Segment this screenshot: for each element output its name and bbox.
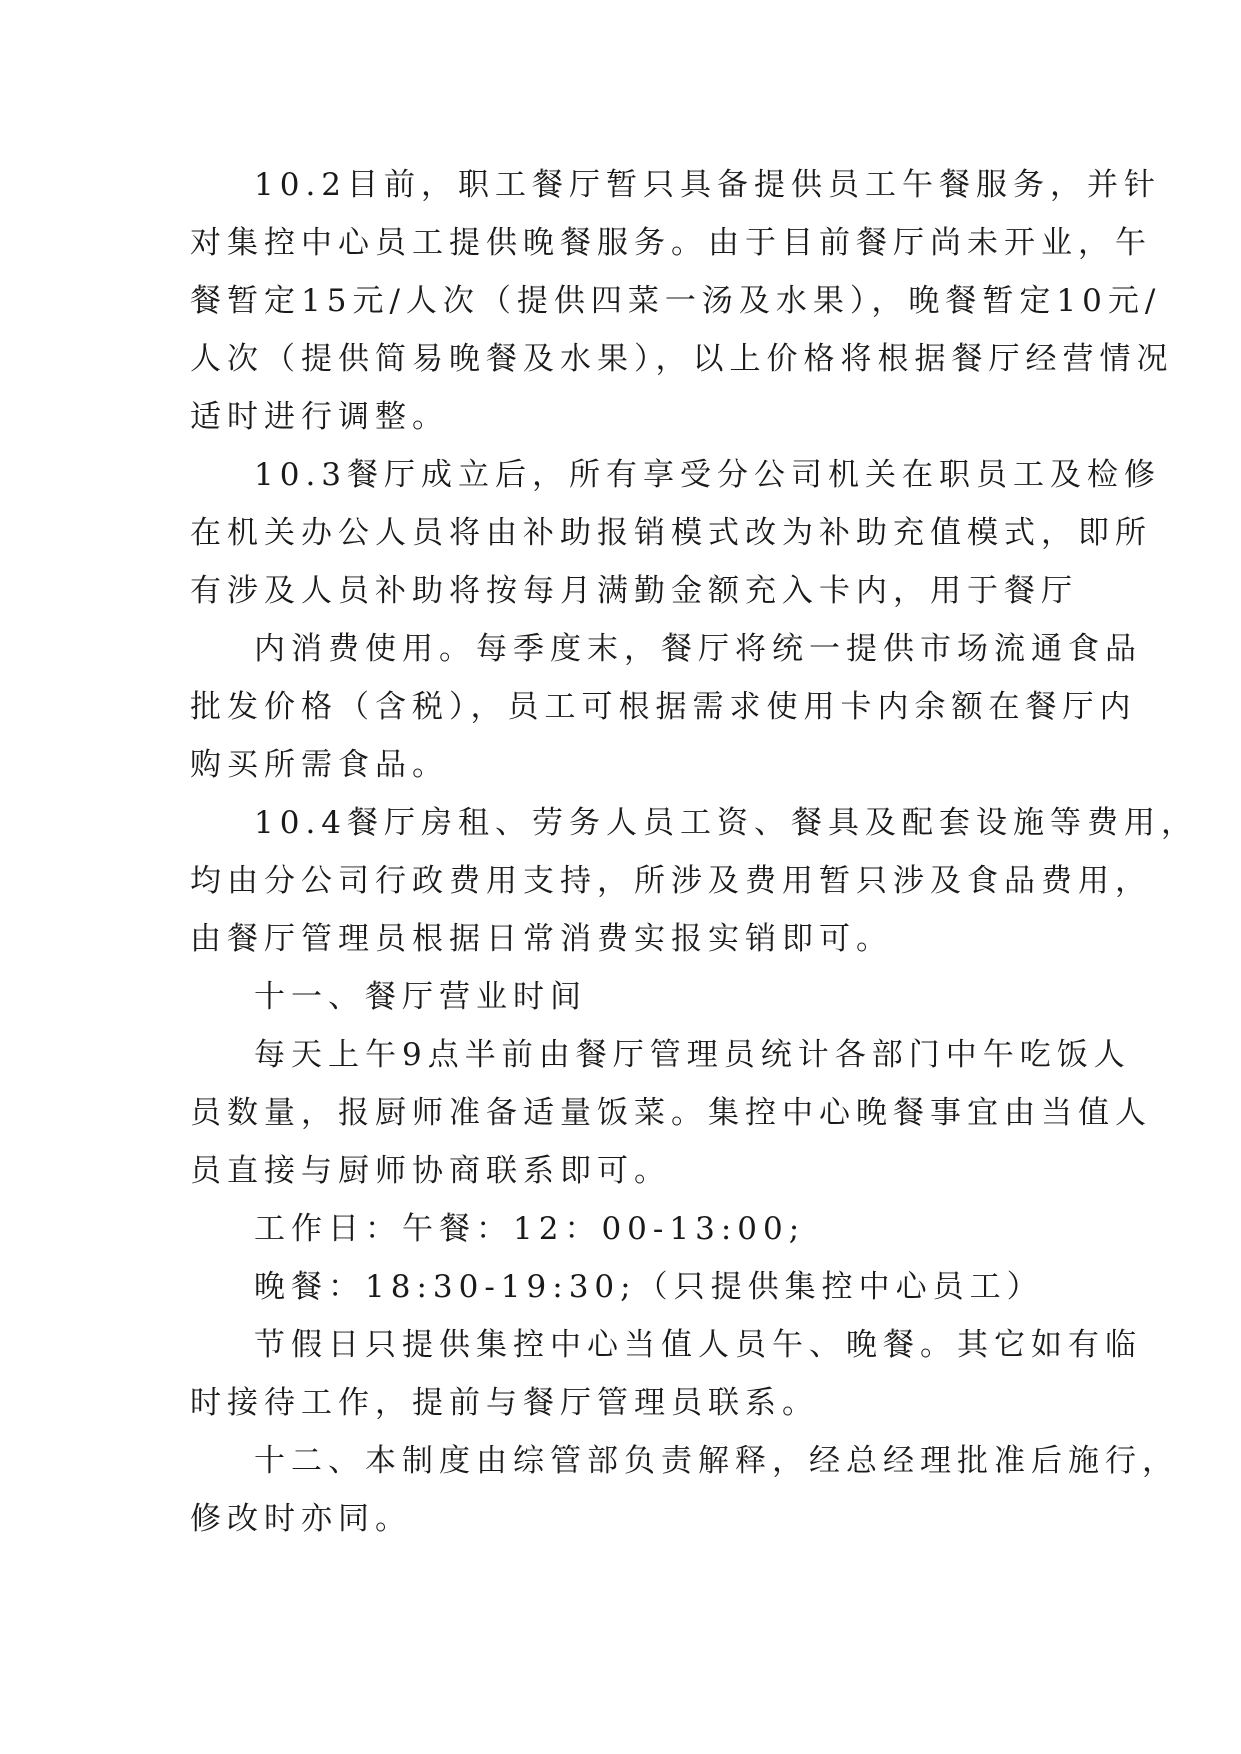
text-line: 工作日：午餐：12：00-13:00; (254, 1211, 806, 1247)
text-line: 内消费使用。每季度末，餐厅将统一提供市场流通食品 (254, 631, 1142, 667)
text-line: 由餐厅管理员根据日常消费实报实销即可。 (190, 921, 893, 957)
text-line: 每天上午9点半前由餐厅管理员统计各部门中午吃饭人 (254, 1037, 1131, 1073)
text-line: 均由分公司行政费用支持，所涉及费用暂只涉及食品费用， (190, 863, 1152, 899)
text-line: 人次（提供简易晚餐及水果），以上价格将根据餐厅经营情况 (190, 341, 1174, 377)
section-heading: 十二、本制度由综管部负责解释，经总经理批准后施行， (254, 1443, 1179, 1479)
text-line: 10.2目前，职工餐厅暂只具备提供员工午餐服务，并针 (254, 167, 1162, 203)
text-line: 员数量，报厨师准备适量饭菜。集控中心晚餐事宜由当值人 (190, 1095, 1152, 1131)
text-line: 批发价格（含税），员工可根据需求使用卡内余额在餐厅内 (190, 689, 1137, 725)
text-line: 适时进行调整。 (190, 399, 449, 435)
text-line: 员直接与厨师协商联系即可。 (190, 1153, 671, 1189)
text-line: 时接待工作，提前与餐厅管理员联系。 (190, 1385, 819, 1421)
text-line: 在机关办公人员将由补助报销模式改为补助充值模式，即所 (190, 515, 1152, 551)
text-line: 餐暂定15元/人次（提供四菜一汤及水果），晚餐暂定10元/ (190, 283, 1162, 319)
text-line: 节假日只提供集控中心当值人员午、晚餐。其它如有临 (254, 1327, 1142, 1363)
text-line: 晚餐：18:30-19:30;（只提供集控中心员工） (254, 1269, 1044, 1305)
section-heading: 十一、餐厅营业时间 (254, 979, 587, 1015)
text-line: 修改时亦同。 (190, 1501, 412, 1537)
text-line: 10.3餐厅成立后，所有享受分公司机关在职员工及检修 (254, 457, 1162, 493)
text-line: 有涉及人员补助将按每月满勤金额充入卡内，用于餐厅 (190, 573, 1078, 609)
text-line: 10.4餐厅房租、劳务人员工资、餐具及配套设施等费用， (254, 805, 1199, 841)
text-line: 购买所需食品。 (190, 747, 449, 783)
text-line: 对集控中心员工提供晚餐服务。由于目前餐厅尚未开业，午 (190, 225, 1152, 261)
